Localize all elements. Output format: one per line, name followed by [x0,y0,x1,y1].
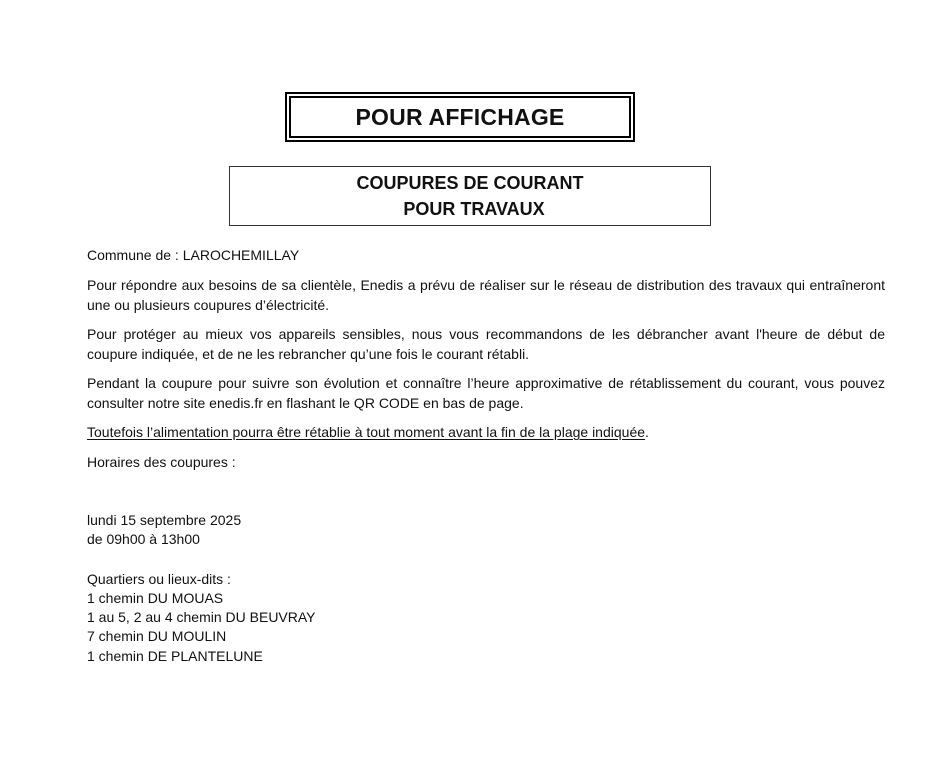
intro-paragraph: Pour répondre aux besoins de sa clientèle, Enedis a prévu de réaliser sur le réseau de distribution des travaux qui entraîneront une ou plusieurs coupures d’électricité. [87,277,885,313]
location-item: 1 au 5, 2 au 4 chemin DU BEUVRAY [87,609,316,625]
notice-line [87,423,649,443]
schedule-heading: Horaires des coupures : [87,454,236,470]
location-item: 7 chemin DU MOULIN [87,628,227,644]
notice-text: Toutefois l’alimentation pourra être rétablie à tout moment avant la fin de la plage indiquée [87,424,646,440]
commune-line: Commune de : LAROCHEMILLAY [87,247,300,263]
title-box [285,92,635,142]
location-item: 1 chemin DU MOUAS [87,590,224,606]
schedule-date: lundi 15 septembre 2025 [87,512,242,528]
schedule-time: de 09h00 à 13h00 [87,531,200,547]
location-item: 1 chemin DE PLANTELUNE [87,648,263,664]
subtitle-line-1: COUPURES DE COURANT [356,173,584,193]
advice-paragraph: Pour protéger au mieux vos appareils sensibles, nous vous recommandons de les débrancher avant l'heure de début de coupure indiquée, et de ne les rebrancher qu’une fois le courant rétabli. [87,326,885,362]
subtitle-box [229,166,711,226]
notice-period: . [645,424,649,440]
tracking-paragraph: Pendant la coupure pour suivre son évolution et connaître l’heure approximative de rétablissement du courant, vous pouvez consulter notre site enedis.fr en flashant le QR CODE en bas de page. [87,375,885,411]
page-title: POUR AFFICHAGE [355,103,565,130]
subtitle-line-2: POUR TRAVAUX [403,199,545,219]
locations-heading: Quartiers ou lieux-dits : [87,571,231,587]
